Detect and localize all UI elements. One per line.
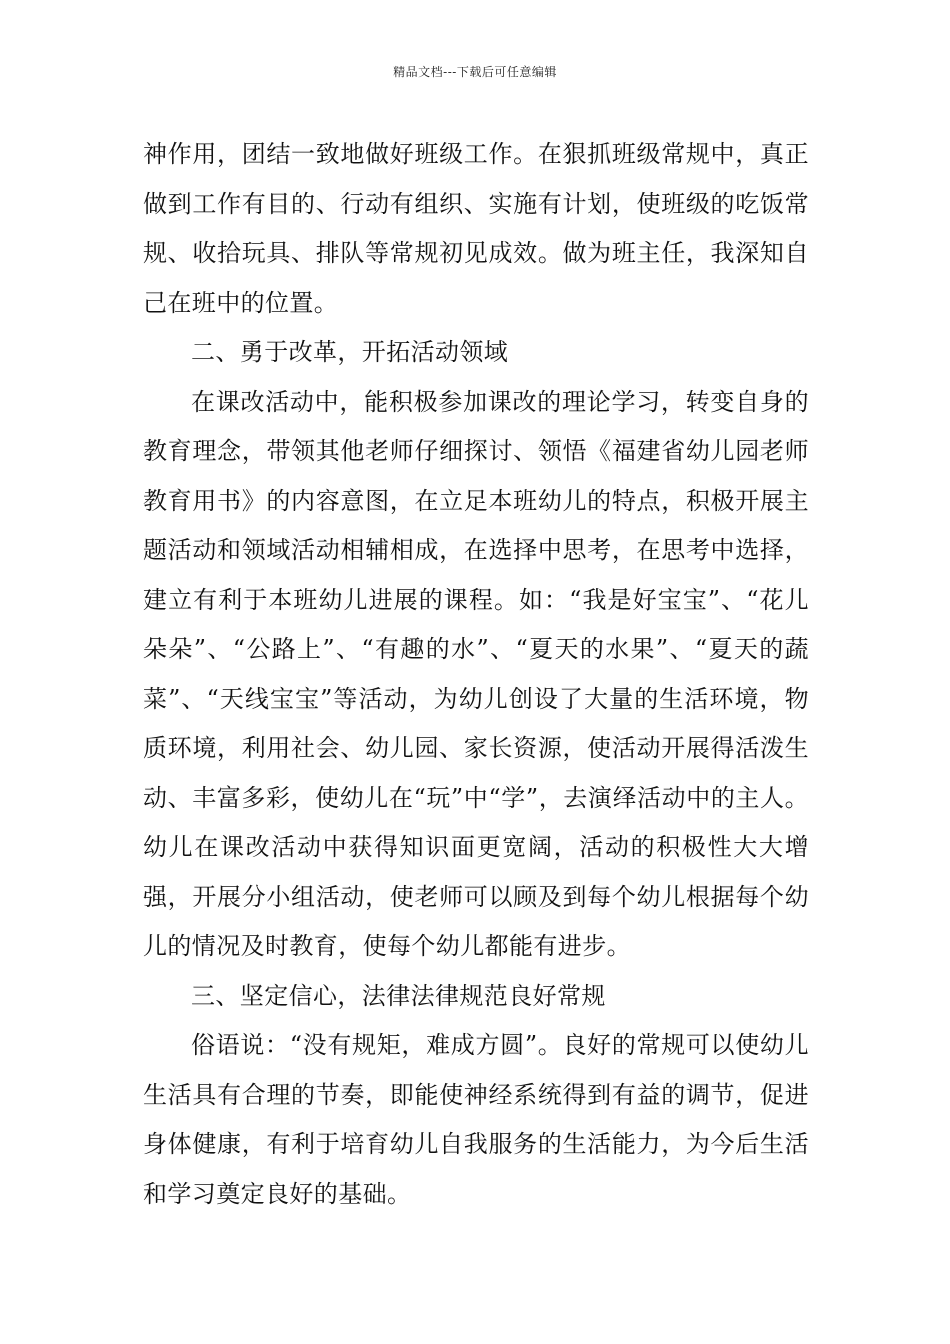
section-heading-3: 三、坚定信心，法律法律规范良好常规: [191, 981, 606, 1010]
paragraph-continuation: 神作用，团结一致地做好班级工作。在狠抓班级常规中，真正做到工作有目的、行动有组织、实施有计划，使班级的吃饭常规、收拾玩具、排队等常规初见成效。做为班主任，我深知自己在班中的位置。: [143, 140, 809, 317]
page-header: 精品文档---下载后可任意编辑: [393, 65, 557, 79]
section-heading-2: 二、勇于改革，开拓活动领域: [191, 338, 509, 366]
document-body: [143, 130, 809, 1219]
paragraph-routine: 俗语说：“没有规矩，难成方圆”。良好的常规可以使幼儿生活具有合理的节奏，即能使神经系统得到有益的调节，促进身体健康，有利于培育幼儿自我服务的生活能力，为今后生活和学习奠定良好的基础。: [143, 1031, 809, 1208]
paragraph-reform: 在课改活动中，能积极参加课改的理论学习，转变自身的教育理念，带领其他老师仔细探讨、领悟《福建省幼儿园老师教育用书》的内容意图，在立足本班幼儿的特点，积极开展主题活动和领域活动相辅相成，在选择中思考，在思考中选择，建立有利于本班幼儿进展的课程。如：“我是好宝宝”、“花儿朵朵”、“公路上”、“有趣的水”、“夏天的水果”、“夏天的蔬菜”、“天线宝宝”等活动，为幼儿创设了大量的生活环境，物质环境，利用社会、幼儿园、家长资源，使活动开展得活泼生动、丰富多彩，使幼儿在“玩”中“学”，去演绎活动中的主人。幼儿在课改活动中获得知识面更宽阔，活动的积极性大大增强，开展分小组活动，使老师可以顾及到每个幼儿根据每个幼儿的情况及时教育，使每个幼儿都能有进步。: [143, 387, 809, 960]
